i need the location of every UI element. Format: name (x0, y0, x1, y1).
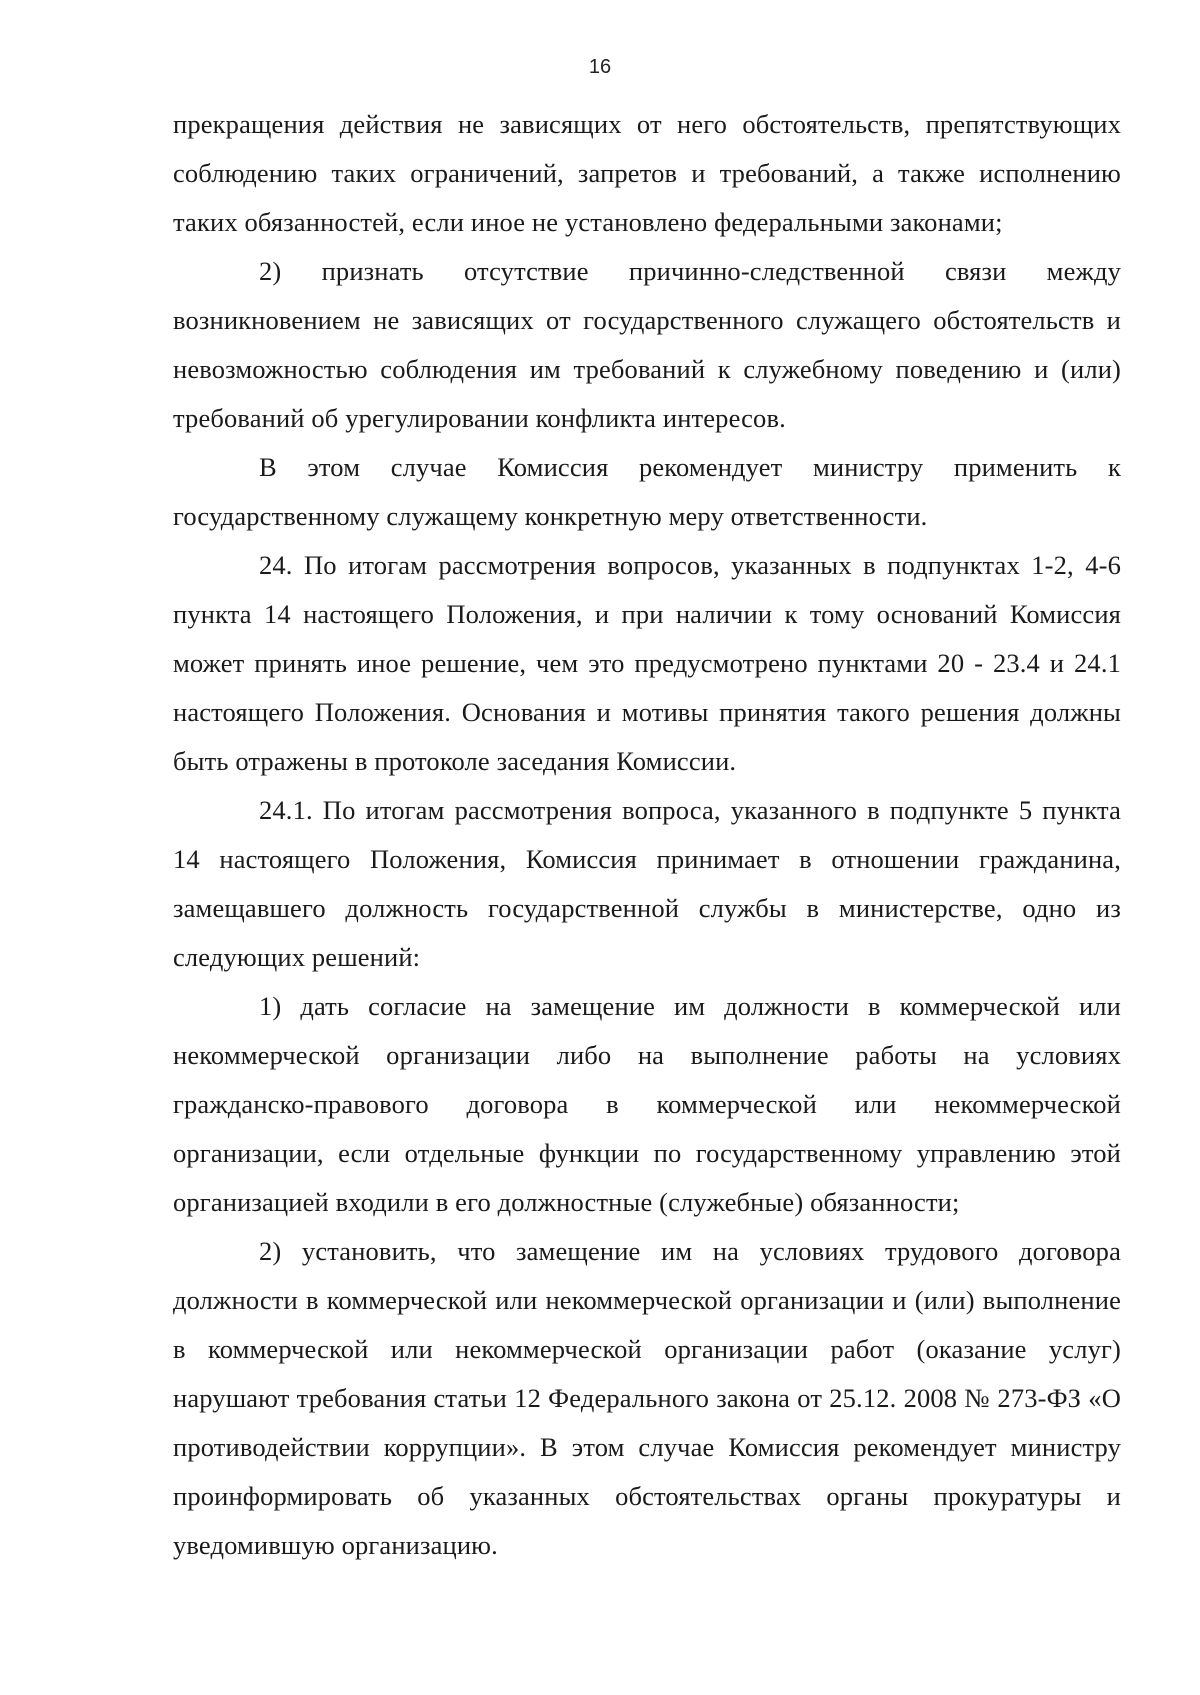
page-number: 16 (588, 56, 612, 78)
paragraph-responsibility-recommendation: В этом случае Комиссия рекомендует министру применить к государственному служащему конкретную меру ответственности. (173, 452, 1121, 531)
document-body (173, 100, 1121, 1570)
paragraph-clause-24: 24. По итогам рассмотрения вопросов, указанных в подпунктах 1-2, 4-6 пункта 14 настоящего Положения, и при наличии к тому оснований Комиссия может принять иное решение, чем это предусмотрено пунктами 20 - 23.4 и 24.1 настоящего Положения. Основания и мотивы принятия такого решения должны быть отражены в протоколе заседания Комиссии. (173, 550, 1121, 776)
paragraph-clause-24-1: 24.1. По итогам рассмотрения вопроса, указанного в подпункте 5 пункта 14 настоящего Положения, Комиссия принимает в отношении гражданина, замещавшего должность государственной службы в министерстве, одно из следующих решений: (173, 795, 1121, 972)
paragraph-clause-24-1-item-2: 2) установить, что замещение им на условиях трудового договора должности в коммерческой или некоммерческой организации и (или) выполнение в коммерческой или некоммерческой организации работ (оказание услуг) нарушают требования статьи 12 Федерального закона от 25.12. 2008 № 273-ФЗ «О противодействии коррупции». В этом случае Комиссия рекомендует министру проинформировать об указанных обстоятельствах органы прокуратуры и уведомившую организацию. (173, 1236, 1121, 1560)
paragraph-clause-24-1-item-1: 1) дать согласие на замещение им должности в коммерческой или некоммерческой организации либо на выполнение работы на условиях гражданско-правового договора в коммерческой или некоммерческой организации, если отдельные функции по государственному управлению этой организацией входили в его должностные (служебные) обязанности; (173, 991, 1121, 1217)
paragraph-continuation: прекращения действия не зависящих от него обстоятельств, препятствующих соблюдению таких ограничений, запретов и требований, а также исполнению таких обязанностей, если иное не установлено федеральными законами; (173, 109, 1121, 237)
paragraph-item-2-no-causal-link: 2) признать отсутствие причинно-следственной связи между возникновением не зависящих от государственного служащего обстоятельств и невозможностью соблюдения им требований к служебному поведению и (или) требований об урегулировании конфликта интересов. (173, 256, 1121, 433)
